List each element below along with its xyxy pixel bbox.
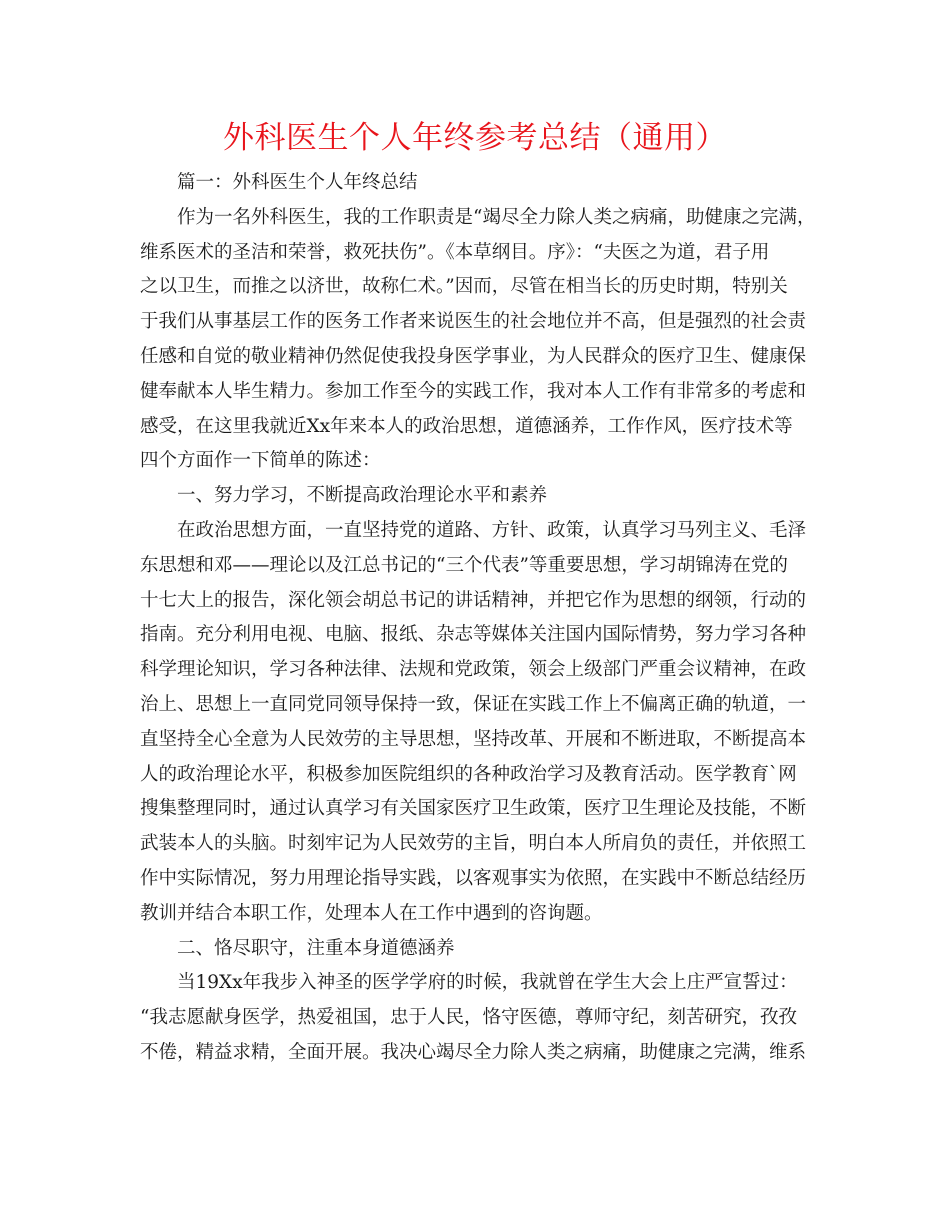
text-line: 科学理论知识，学习各种法律、法规和党政策，领会上级部门严重会议精神，在政 bbox=[140, 659, 807, 681]
text-line: 篇一：外科医生个人年终总结 bbox=[177, 172, 418, 193]
text-line: 治上、思想上一直同党同领导保持一致，保证在实践工作上不偏离正确的轨道，一 bbox=[140, 693, 807, 715]
text-line: 一、努力学习，不断提高政治理论水平和素养 bbox=[177, 485, 548, 507]
text-line: 四个方面作一下简单的陈述： bbox=[140, 450, 381, 472]
text-line: 之以卫生，而推之以济世，故称仁术。”因而，尽管在相当长的历史时期，特别关 bbox=[140, 276, 788, 298]
text-line: 感受，在这里我就近Xx年来本人的政治思想，道德涵养，工作作风，医疗技术等 bbox=[140, 415, 793, 437]
document-body bbox=[140, 166, 820, 1071]
text-line: 十七大上的报告，深化领会胡总书记的讲话精神，并把它作为思想的纲领，行动的 bbox=[140, 589, 807, 611]
text-line: 二、恪尽职守，注重本身道德涵养 bbox=[177, 937, 455, 959]
text-line: 作为一名外科医生，我的工作职责是“竭尽全力除人类之病痛，助健康之完满， bbox=[177, 206, 816, 228]
document-title: 外科医生个人年终参考总结（通用） bbox=[223, 120, 727, 156]
text-line: 东思想和邓——理论以及江总书记的“三个代表”等重要思想，学习胡锦涛在党的 bbox=[140, 554, 788, 576]
text-line: 维系医术的圣洁和荣誉，救死扶伤”。《本草纲目。序》：“夫医之为道，君子用 bbox=[140, 241, 770, 263]
text-line: 在政治思想方面，一直坚持党的道路、方针、政策，认真学习马列主义、毛泽 bbox=[177, 519, 807, 541]
text-line: “我志愿献身医学，热爱祖国，忠于人民，恪守医德，尊师守纪，刻苦研究，孜孜 bbox=[140, 1007, 797, 1029]
text-line: 当19Xx年我步入神圣的医学学府的时候，我就曾在学生大会上庄严宣誓过： bbox=[177, 972, 798, 994]
text-line: 人的政治理论水平，积极参加医院组织的各种政治学习及教育活动。医学教育`网 bbox=[140, 763, 797, 785]
text-line: 直坚持全心全意为人民效劳的主导思想，坚持改革、开展和不断进取，不断提高本 bbox=[140, 728, 807, 750]
text-line: 教训并结合本职工作，处理本人在工作中遇到的咨询题。 bbox=[140, 902, 603, 924]
text-line: 任感和自觉的敬业精神仍然促使我投身医学事业，为人民群众的医疗卫生、健康保 bbox=[140, 345, 807, 367]
text-line: 健奉献本人毕生精力。参加工作至今的实践工作，我对本人工作有非常多的考虑和 bbox=[140, 380, 807, 402]
text-line: 不倦，精益求精，全面开展。我决心竭尽全力除人类之病痛，助健康之完满，维系 bbox=[140, 1041, 807, 1063]
text-line: 搜集整理同时，通过认真学习有关国家医疗卫生政策，医疗卫生理论及技能，不断 bbox=[140, 798, 807, 820]
text-line: 作中实际情况，努力用理论指导实践，以客观事实为依照，在实践中不断总结经历 bbox=[140, 867, 807, 889]
text-line: 指南。充分利用电视、电脑、报纸、杂志等媒体关注国内国际情势，努力学习各种 bbox=[140, 624, 807, 646]
text-line: 于我们从事基层工作的医务工作者来说医生的社会地位并不高，但是强烈的社会责 bbox=[140, 311, 807, 333]
text-line: 武装本人的头脑。时刻牢记为人民效劳的主旨，明白本人所肩负的责任，并依照工 bbox=[140, 833, 807, 855]
